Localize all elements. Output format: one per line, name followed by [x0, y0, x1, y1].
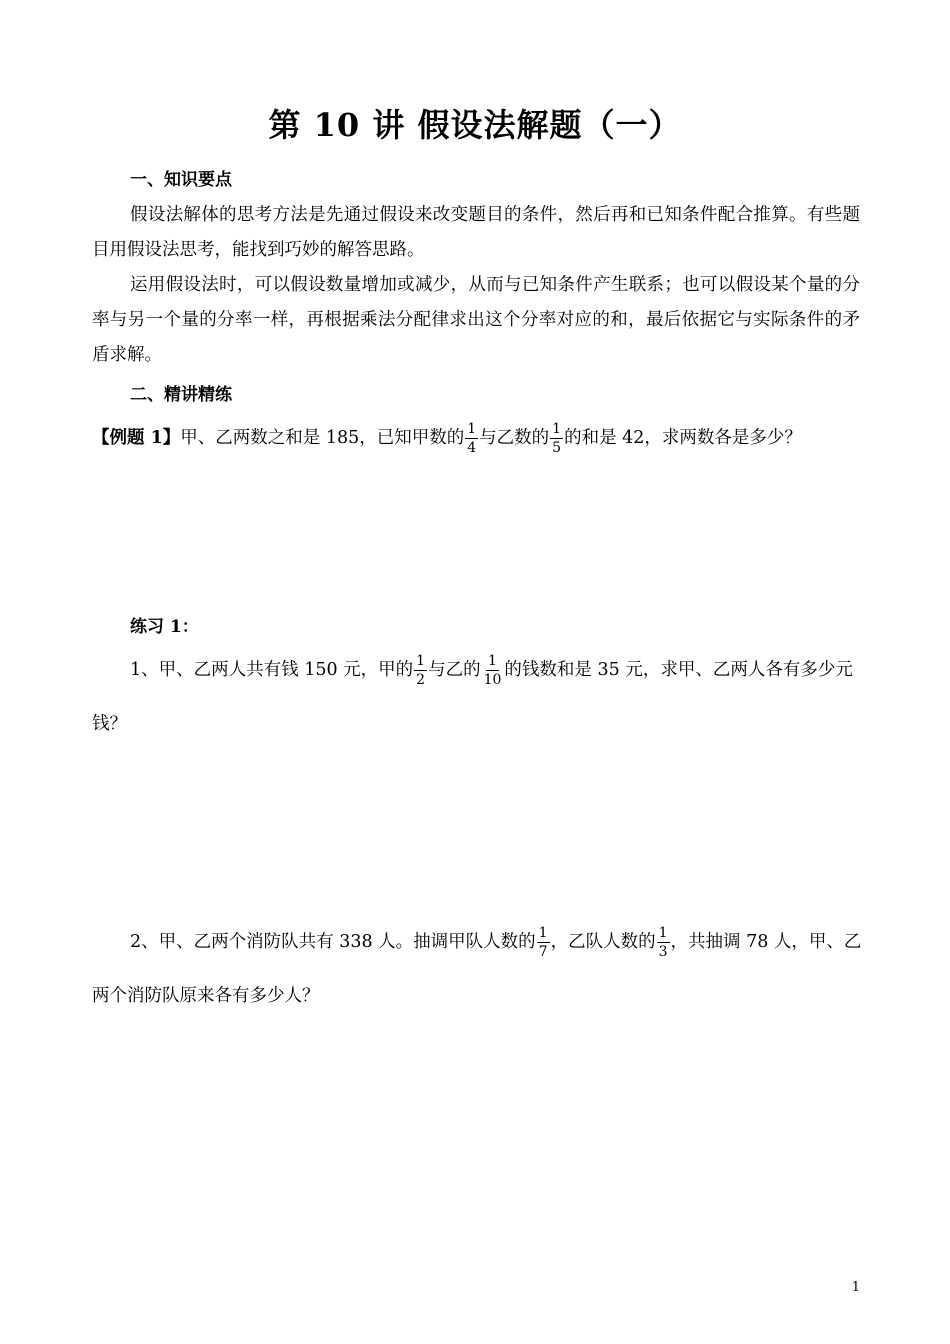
practice-question-1-continued: [92, 704, 127, 744]
fraction: [482, 652, 504, 689]
knowledge-paragraph-1: 假设法解体的思考方法是先通过假设来改变题目的条件，然后再和已知条件配合推算。有些题目用假设法思考，能找到巧妙的解答思路。: [92, 205, 860, 260]
question-text: 钱？: [92, 714, 127, 734]
fraction-numerator: 1: [416, 652, 426, 669]
fraction-denominator: 2: [416, 671, 426, 688]
fraction-numerator: 1: [552, 420, 562, 437]
fraction-denominator: 10: [483, 671, 502, 688]
fraction-numerator: 1: [488, 652, 497, 669]
fraction-numerator: 1: [538, 924, 548, 941]
example-text: 甲、乙两数之和是 185，已知甲数的: [180, 428, 465, 448]
question-text: ，乙队人数的: [550, 932, 656, 952]
question-text: 1、甲、乙两人共有钱 150 元，甲的: [130, 660, 414, 680]
fraction-numerator: 1: [658, 924, 668, 941]
question-text: 2、甲、乙两个消防队共有 338 人。抽调甲队人数的: [130, 932, 536, 952]
fraction-denominator: 4: [467, 439, 477, 456]
fraction: [550, 420, 563, 457]
question-text: ，共抽调 78 人，甲、乙: [670, 932, 862, 952]
practice-question-1: [130, 650, 853, 690]
page-title: 第 10 讲 假设法解题（一）: [268, 106, 682, 144]
fraction: [414, 652, 427, 689]
fraction: [657, 924, 670, 961]
question-text: 与乙的: [428, 660, 481, 680]
page-number: 1: [851, 1280, 860, 1295]
fraction: [465, 420, 478, 457]
practice-heading: 练习 1：: [130, 617, 199, 637]
fraction-denominator: 5: [552, 439, 562, 456]
section-heading-practice: 二、精讲精练: [130, 385, 232, 405]
practice-question-2-continued: [92, 976, 320, 1016]
fraction-denominator: 7: [538, 943, 548, 960]
example-text: 与乙数的: [479, 428, 550, 448]
section-heading-knowledge: 一、知识要点: [130, 170, 232, 190]
example-text: 的和是 42，求两数各是多少？: [564, 428, 802, 448]
question-text: 的钱数和是 35 元，求甲、乙两人各有多少元: [504, 660, 853, 680]
question-text: 两个消防队原来各有多少人？: [92, 986, 320, 1006]
example-1: [92, 418, 802, 458]
knowledge-paragraph-2: 运用假设法时，可以假设数量增加或减少，从而与已知条件产生联系；也可以假设某个量的分率与另一个量的分率一样，再根据乘法分配律求出这个分率对应的和，最后依据它与实际条件的矛盾求解。: [92, 275, 860, 365]
fraction-denominator: 3: [658, 943, 668, 960]
example-label: 【例题 1】: [92, 428, 181, 448]
fraction-numerator: 1: [467, 420, 477, 437]
fraction: [537, 924, 550, 961]
practice-question-2: [130, 922, 861, 962]
